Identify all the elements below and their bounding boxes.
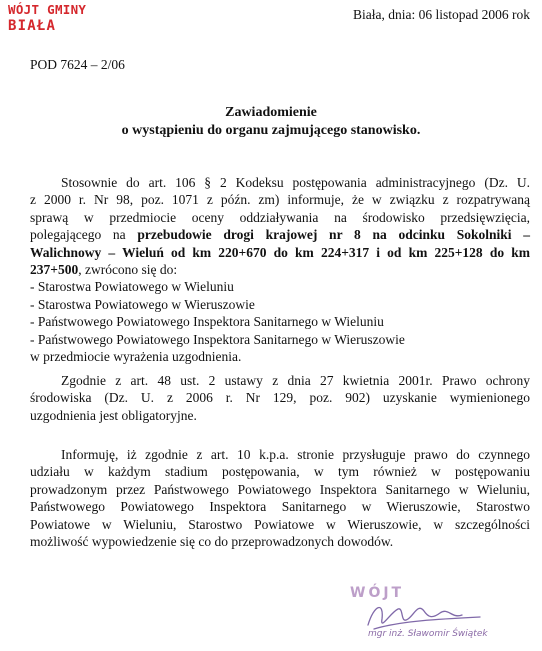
paragraph-3-line: możliwość wypowiedzenie się co do przeprowadzonych dowodów. [30,534,394,550]
paragraph-1-line [30,261,530,278]
office-stamp [8,2,86,34]
title-line-1: Zawiadomienie [225,105,317,120]
paragraph-2-line: środowiska (Dz. U. z 2006 r. Nr 129, poz. 902) uzyskanie wymienionego [30,390,530,406]
paragraph-3-line: Powiatowe w Wieluniu, Starostwo Powiatowe w Wieruszowie, w szczególności [30,516,530,532]
signature-block [340,585,510,647]
recipient-list-item: - Starostwa Powiatowego w Wieruszowie [30,296,255,312]
paragraph-2 [30,372,530,424]
signatory-name: mgr inż. Sławomir Świątek [368,629,488,639]
paragraph-2-line: uzgodnienia jest obligatoryjne. [30,407,197,423]
paragraph-1-text: polegającego na [30,227,138,243]
paragraph-1-bold-text: przebudowie drogi krajowej nr 8 na odcinku Sokolniki – [137,227,530,243]
paragraph-1-line: sprawą w przedmiocie oceny oddziaływania na środowisko przedsięwzięcia, [30,209,530,225]
title-line-2: o wystąpieniu do organu zajmującego stanowisko. [121,123,421,138]
paragraph-3-line: Państwowego Powiatowego Inspektora Sanitarnego w Wieruszowie, Starostwo [30,499,530,515]
recipient-list-item: - Starostwa Powiatowego w Wieluniu [30,279,234,295]
paragraph-3-line: prowadzonym przez Państwowego Powiatowego Inspektora Sanitarnego w Wieluniu, [30,481,530,497]
paragraph-3-line: udziału w każdym stadium postępowania, w tym również w postępowaniu [30,464,530,480]
reference-number: POD 7624 – 2/06 [30,57,125,72]
paragraph-1-line: z 2000 r. Nr 98, poz. 1071 z późn. zm) informuje, że w związku z rozpatrywaną [30,192,530,208]
paragraph-1-line: Walichnowy – Wieluń od km 220+670 do km 224+317 i od km 225+128 do km [30,244,530,260]
paragraph-1 [30,174,530,365]
signature-stamp: WÓJT [350,585,405,601]
paragraph-3 [30,446,530,550]
document-title [0,104,542,140]
stamp-line-1: WÓJT GMINY [8,2,87,17]
paragraph-1-bold-text: 237+500 [30,262,79,278]
paragraph-3-line: Informuję, iż zgodnie z art. 10 k.p.a. stronie przysługuje prawo do czynnego [61,447,530,462]
recipient-list-item: - Państwowego Powiatowego Inspektora Sanitarnego w Wieruszowie [30,331,405,347]
paragraph-1-line [30,226,530,243]
recipient-list-item: - Państwowego Powiatowego Inspektora Sanitarnego w Wieluniu [30,314,384,330]
paragraph-1-closing: w przedmiocie wyrażenia uzgodnienia. [30,349,242,365]
stamp-line-2: BIAŁA [8,18,57,34]
paragraph-1-text: , zwrócono się do: [78,262,178,278]
date-line: Biała, dnia: 06 listopad 2006 rok [353,7,530,22]
paragraph-2-line: Zgodnie z art. 48 ust. 2 ustawy z dnia 27 kwietnia 2001r. Prawo ochrony [61,373,530,388]
paragraph-1-line: Stosownie do art. 106 § 2 Kodeksu postępowania administracyjnego (Dz. U. [61,175,530,190]
